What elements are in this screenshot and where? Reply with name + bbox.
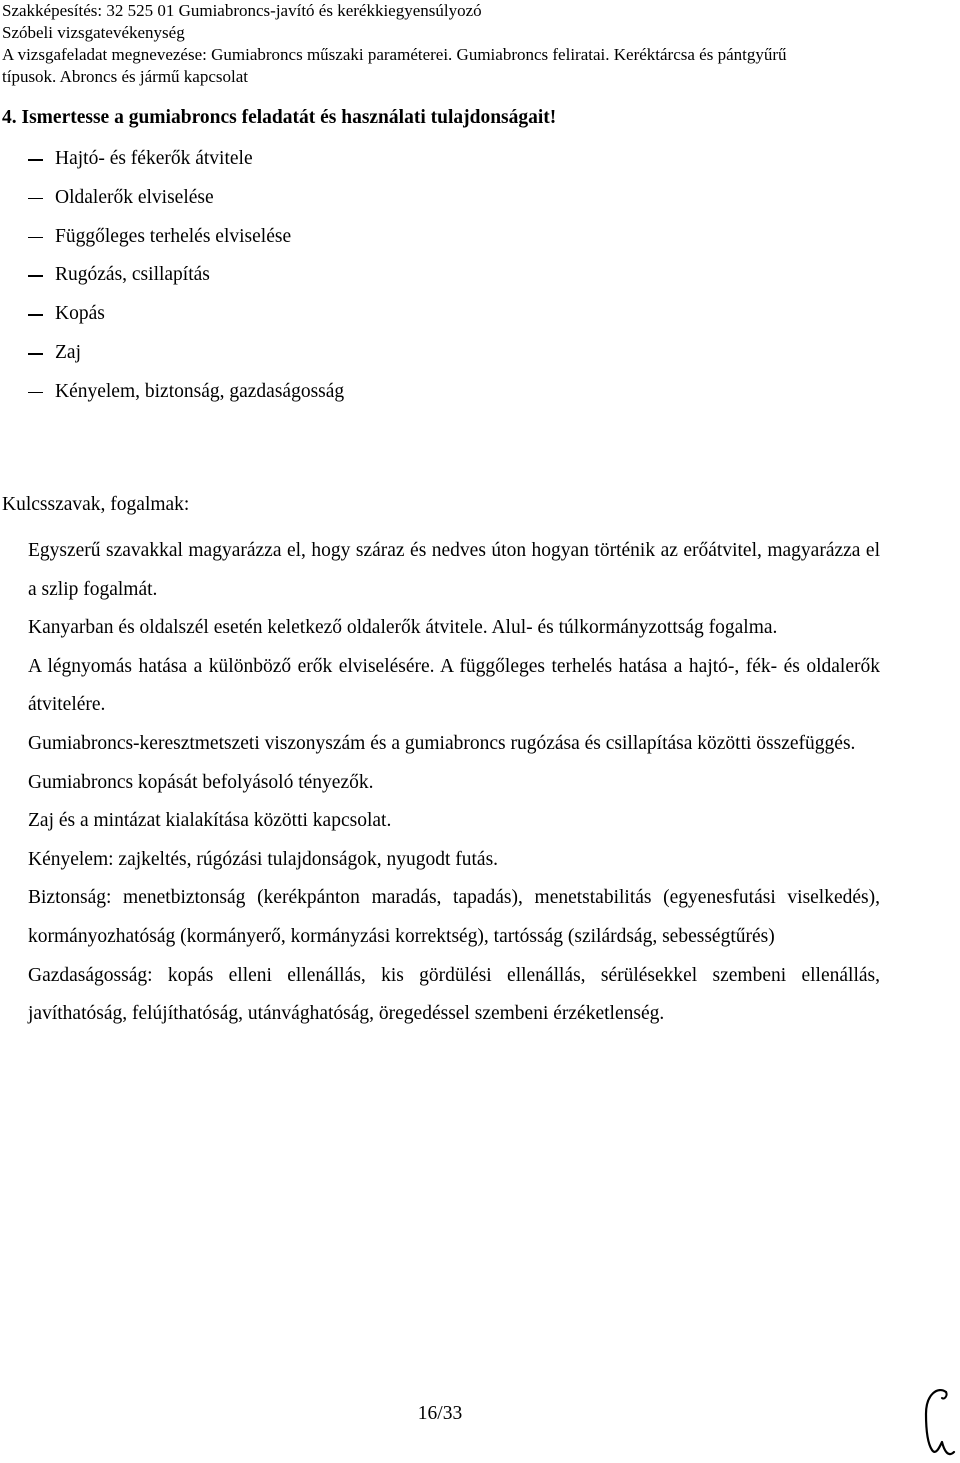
question-title: 4. Ismertesse a gumiabroncs feladatát és használati tulajdonságait! xyxy=(2,107,557,128)
dash-bullet-icon xyxy=(28,314,43,316)
keywords-body xyxy=(28,532,880,1034)
header-exam-type: Szóbeli vizsgatevékenység xyxy=(2,23,185,42)
dash-bullet-icon xyxy=(28,237,43,239)
list-item: Kényelem, biztonság, gazdaságosság xyxy=(28,379,344,418)
answer-bullet-list xyxy=(28,146,344,418)
list-item: Rugózás, csillapítás xyxy=(28,262,344,301)
handwritten-signature-icon xyxy=(918,1384,958,1460)
keyword-paragraph: Gumiabroncs-keresztmetszeti viszonyszám és a gumiabroncs rugózása és csillapítása közötti összefüggés. xyxy=(28,732,856,754)
keyword-paragraph: Egyszerű szavakkal magyarázza el, hogy száraz és nedves úton hogyan történik az erőátvitel, magyarázza el a szlip fogalmát. xyxy=(28,540,880,600)
page-number: 16/33 xyxy=(417,1403,463,1424)
keyword-paragraph: Kényelem: zajkeltés, rúgózási tulajdonságok, nyugodt futás. xyxy=(28,848,499,870)
keyword-paragraph: Gumiabroncs kopását befolyásoló tényezők. xyxy=(28,771,374,793)
list-item: Zaj xyxy=(28,340,344,379)
keyword-paragraph: Biztonság: menetbiztonság (kerékpánton maradás, tapadás), menetstabilitás (egyenesfutási viselkedés), kormányozhatóság (kormányerő, kormányzási korrektség), tartósság (szilárdság, sebességtűrés) xyxy=(28,887,880,947)
header-task-name-continued: típusok. Abroncs és jármű kapcsolat xyxy=(2,67,248,86)
header-qualification: Szakképesítés: 32 525 01 Gumiabroncs-javító és kerékkiegyensúlyozó xyxy=(2,1,482,20)
keywords-heading: Kulcsszavak, fogalmak: xyxy=(2,494,190,515)
header-task-name: A vizsgafeladat megnevezése: Gumiabroncs műszaki paraméterei. Gumiabroncs feliratai. Keréktárcsa és pántgyűrű xyxy=(2,45,787,64)
list-item: Kopás xyxy=(28,301,344,340)
dash-bullet-icon xyxy=(28,353,43,355)
dash-bullet-icon xyxy=(28,392,43,394)
document-header xyxy=(2,0,952,88)
dash-bullet-icon xyxy=(28,159,43,161)
list-item: Oldalerők elviselése xyxy=(28,185,344,224)
dash-bullet-icon xyxy=(28,275,43,277)
keyword-paragraph: Gazdaságosság: kopás elleni ellenállás, kis gördülési ellenállás, sérülésekkel szembeni ellenállás, javíthatóság, felújíthatóság, utánvághatóság, öregedéssel szembeni érzéketlenség. xyxy=(28,964,880,1025)
list-item: Hajtó- és fékerők átvitele xyxy=(28,146,344,185)
keyword-paragraph: Kanyarban és oldalszél esetén keletkező oldalerők átvitele. Alul- és túlkormányzottság fogalma. xyxy=(28,617,778,639)
keyword-paragraph: Zaj és a mintázat kialakítása közötti kapcsolat. xyxy=(28,810,392,832)
keyword-paragraph: A légnyomás hatása a különböző erők elviselésére. A függőleges terhelés hatása a hajtó-, fék- és oldalerők átvitelére. xyxy=(28,655,880,716)
dash-bullet-icon xyxy=(28,198,43,200)
list-item: Függőleges terhelés elviselése xyxy=(28,224,344,263)
